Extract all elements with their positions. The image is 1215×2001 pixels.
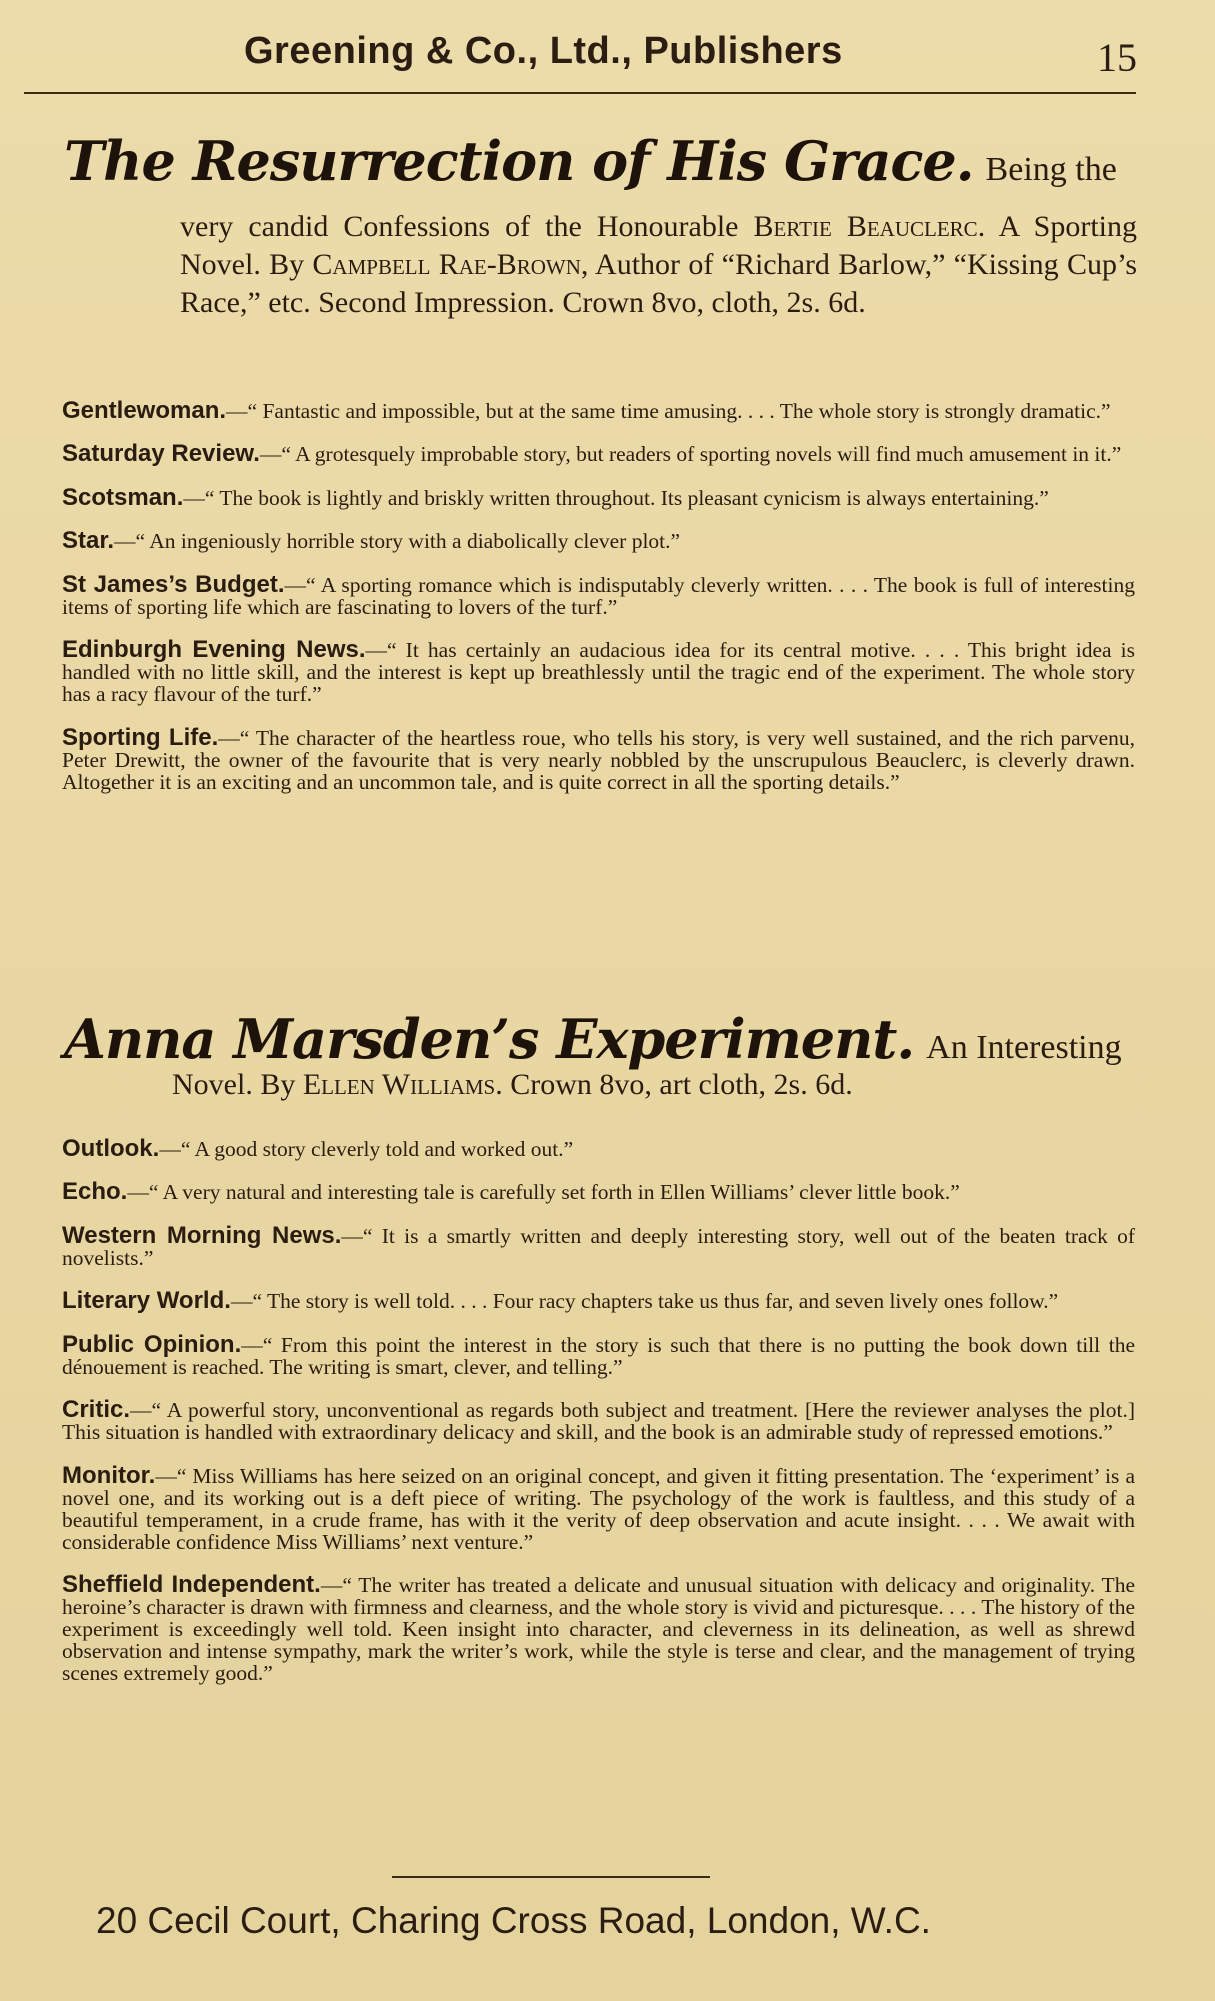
review-source: Sheffield Independent.: [62, 1571, 321, 1598]
book1-author: Campbell Rae-Brown: [312, 248, 581, 281]
book2-reviews: [62, 1116, 1135, 1702]
review-text: —“ The character of the heartless roue, who tells his story, is very well sustained, and the rich parvenu, Peter Drewitt, the owner of the favourite that is very nearly nobbled by the unscrupulous Beauclerc, is cleverly drawn. Altogether it is an exciting and an uncommon tale, and is quite correct in all the sporting details.”: [62, 725, 1135, 794]
book2-description: [172, 1066, 1137, 1104]
review-item: [62, 1396, 1135, 1444]
review-text: —“ A sporting romance which is indisputably cleverly written. . . . The book is full of interesting items of sporting life which are fascinating to lovers of the turf.”: [62, 572, 1135, 619]
book1-desc-part: . A Sporting Novel. By: [180, 210, 1137, 281]
book2-desc-part: . Crown 8vo, art cloth, 2s. 6d.: [495, 1068, 853, 1101]
review-source: Star.: [62, 527, 115, 554]
review-source: Outlook.: [62, 1134, 160, 1162]
review-text: —“ A good story cleverly told and worked out.”: [159, 1136, 574, 1161]
review-text: —“ A very natural and interesting tale is carefully set forth in Ellen Williams’ clever little book.”: [127, 1180, 960, 1204]
review-item: [62, 1571, 1135, 1685]
review-text: —“ The book is lightly and briskly written throughout. Its pleasant cynicism is always entertaining.”: [183, 485, 1049, 510]
review-item: [62, 1330, 1135, 1379]
review-item: [62, 570, 1135, 619]
review-item: [62, 527, 1135, 554]
review-item: [62, 1461, 1135, 1554]
review-source: Gentlewoman.: [62, 396, 227, 424]
review-source: Monitor.: [62, 1461, 156, 1489]
book1-description: [180, 208, 1137, 322]
review-source: Literary World.: [62, 1287, 231, 1314]
footer-address: 20 Cecil Court, Charing Cross Road, London, W.C.: [96, 1900, 931, 1941]
review-text: —“ It has certainly an audacious idea for its central motive. . . . This bright idea is handled with no little skill, and the interest is kept up breathlessly until the tragic end of the experiment. The whole story has a racy flavour of the turf.”: [62, 638, 1135, 706]
book1-desc-part: , Author of “Richard Barlow,” “Kissing Cup’s Race,” etc. Second Impression. Crown 8vo, cloth, 2s. 6d.: [180, 248, 1137, 319]
review-source: Scotsman.: [62, 483, 184, 511]
review-item: [62, 440, 1135, 467]
review-text: —“ A powerful story, unconventional as regards both subject and treatment. [Here the reviewer analyses the plot.] This situation is handled with extraordinary delicacy and skill, and the book is an admirable study of repressed emotions.”: [62, 1398, 1135, 1444]
review-source: Sporting Life.: [62, 723, 219, 751]
review-item: [62, 723, 1135, 794]
header-rule: [24, 92, 1136, 94]
book1-title: The Resurrection of His Grace.: [64, 129, 974, 193]
review-item: [62, 483, 1135, 511]
book2-heading: [64, 1007, 1137, 1071]
publisher-header: Greening & Co., Ltd., Publishers: [244, 30, 843, 72]
review-text: —“ A grotesquely improbable story, but readers of sporting novels will find much amusement in it.”: [259, 442, 1122, 466]
review-text: —“ It is a smartly written and deeply interesting story, well out of the beaten track of novelists.”: [62, 1223, 1136, 1270]
review-item: [62, 1287, 1135, 1314]
review-item: [62, 1134, 1135, 1162]
review-text: —“ Miss Williams has here seized on an original concept, and given it fitting presentation. The ‘experiment’ is a novel one, and its working out is a deft piece of writing. The psychology of the work is faultless, and this study of a beautiful temperament, in a crude frame, has with it the verity of deep observation and acute insight. . . . We await with considerable confidence Miss Williams’ next venture.”: [62, 1463, 1135, 1554]
book1-title-tail: Being the: [985, 151, 1117, 188]
book2-title-tail: An Interesting: [926, 1029, 1122, 1066]
book2-desc-part: Novel. By: [172, 1068, 303, 1101]
review-source: Saturday Review.: [62, 440, 260, 467]
review-source: St James’s Budget.: [62, 570, 285, 598]
review-source: Critic.: [62, 1396, 131, 1423]
running-header: [24, 30, 1137, 90]
book1-heading: [64, 129, 1137, 193]
footer-rule: [392, 1876, 710, 1878]
review-source: Public Opinion.: [62, 1330, 242, 1358]
review-text: —“ The story is well told. . . . Four racy chapters take us thus far, and seven lively ones follow.”: [230, 1289, 1059, 1313]
review-source: Echo.: [62, 1178, 128, 1205]
review-item: [62, 1178, 1135, 1205]
review-source: Western Morning News.: [62, 1221, 342, 1249]
review-item: [62, 396, 1135, 424]
book2-title: Anna Marsden’s Experiment.: [64, 1007, 915, 1071]
review-item: [62, 1221, 1136, 1270]
review-text: —“ An ingeniously horrible story with a diabolically clever plot.”: [114, 529, 681, 553]
review-source: Edinburgh Evening News.: [62, 636, 366, 663]
page-number: 15: [1097, 35, 1137, 80]
review-text: —“ The writer has treated a delicate and unusual situation with delicacy and originality. The heroine’s character is drawn with firmness and clearness, and the whole story is vivid and picturesque. . . . The history of the experiment is exceedingly well told. Keen insight into character, and cleverness in its delineation, as well as shrewd observation and intense sympathy, mark the writer’s work, while the style is terse and clear, and the management of trying scenes extremely good.”: [62, 1573, 1135, 1685]
book2-author: Ellen Williams: [302, 1068, 496, 1101]
book1-hero-name: Bertie Beauclerc: [753, 210, 978, 243]
review-text: —“ From this point the interest in the story is such that there is no putting the book down till the dénouement is reached. The writing is smart, clever, and telling.”: [62, 1332, 1135, 1379]
book1-desc-part: very candid Confessions of the Honourable: [180, 210, 754, 243]
review-item: [62, 636, 1135, 706]
review-text: —“ Fantastic and impossible, but at the same time amusing. . . . The whole story is strongly dramatic.”: [226, 398, 1111, 423]
book1-reviews: [62, 378, 1135, 811]
